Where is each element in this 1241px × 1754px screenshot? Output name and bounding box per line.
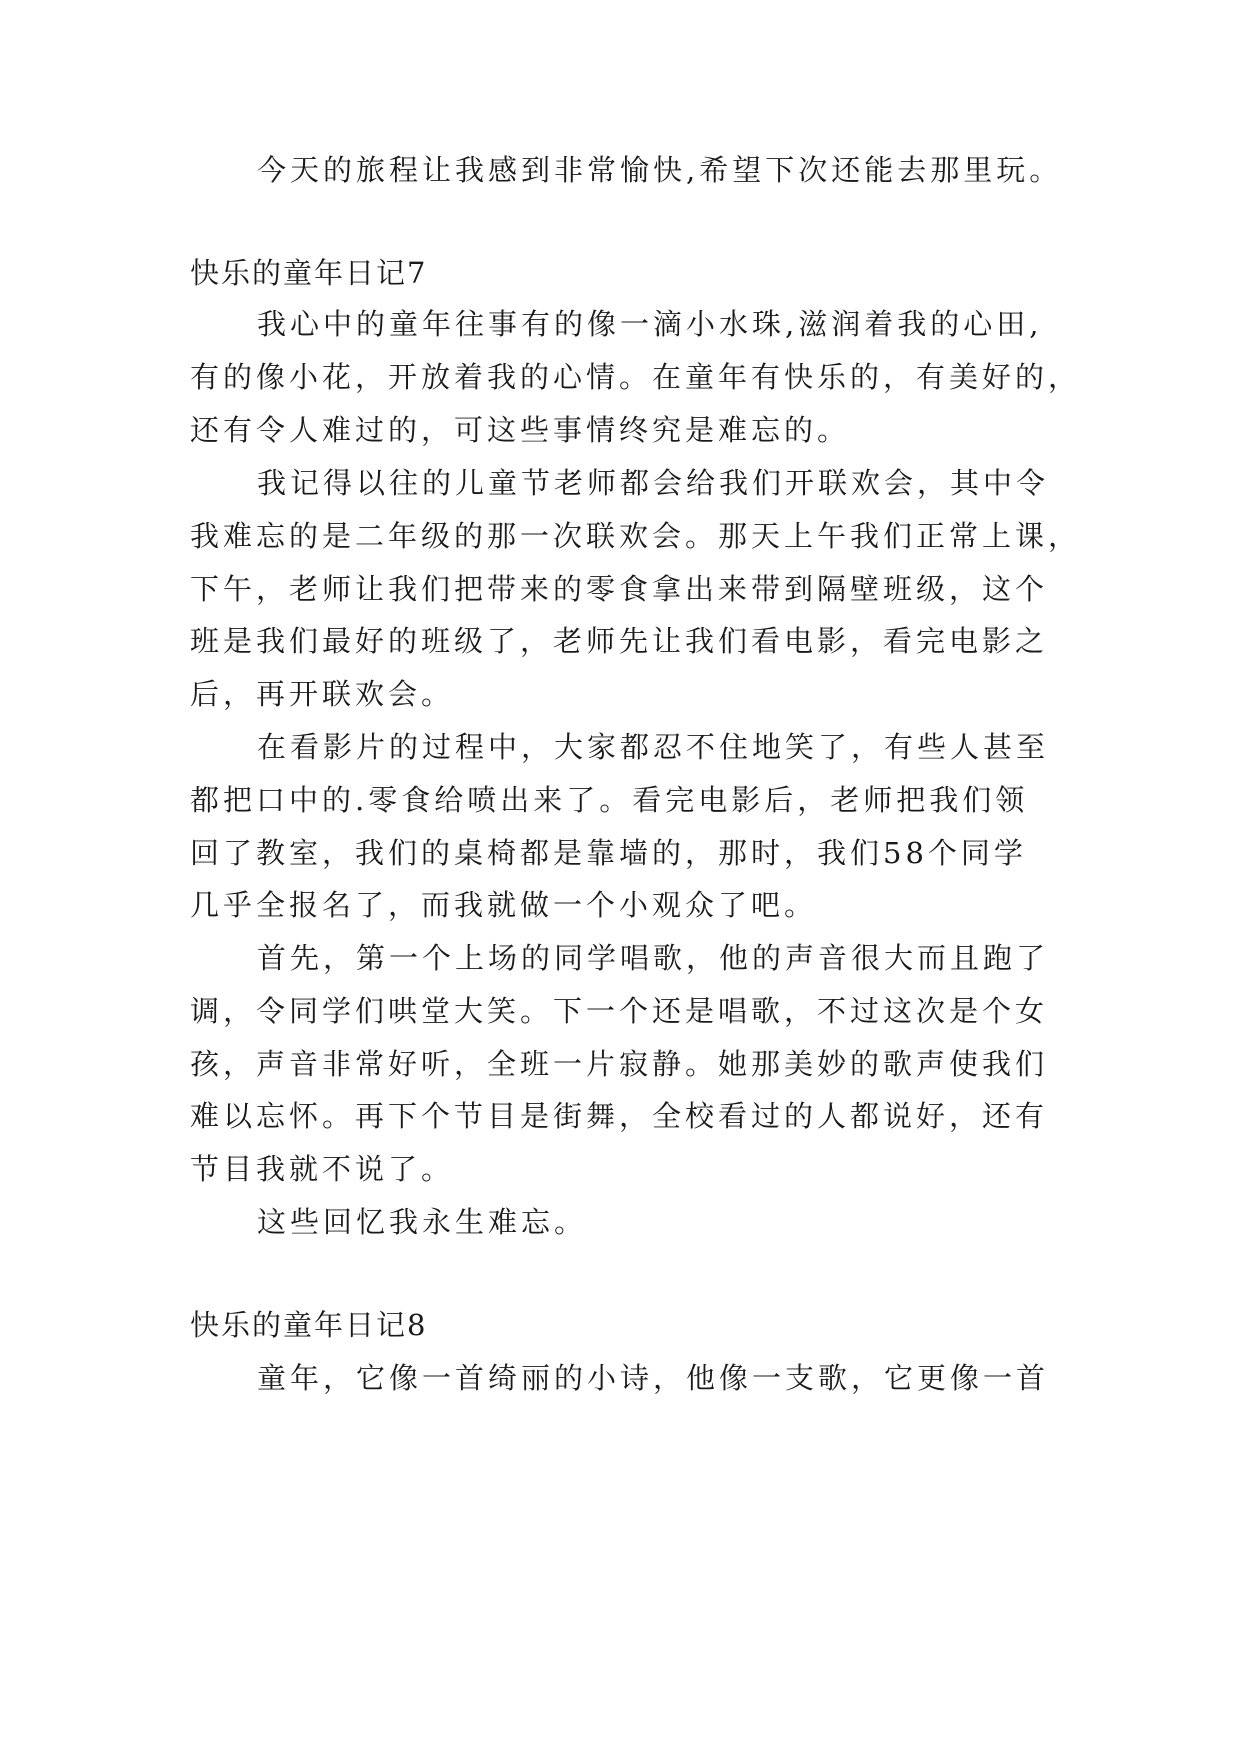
text-line: 童年，它像一首绮丽的小诗，他像一支歌，它更像一首 <box>257 1361 1050 1395</box>
text-line: 班是我们最好的班级了，老师先让我们看电影，看完电影之 <box>190 624 1049 658</box>
text-line: 今天的旅程让我感到非常愉快,希望下次还能去那里玩。 <box>257 153 1063 187</box>
text-line: 在看影片的过程中，大家都忍不住地笑了，有些人甚至 <box>257 730 1050 764</box>
section-heading: 快乐的童年日记8 <box>190 1308 428 1342</box>
text-line: 下午，老师让我们把带来的零食拿出来带到隔壁班级，这个 <box>190 572 1049 606</box>
text-line: 有的像小花，开放着我的心情。在童年有快乐的，有美好的， <box>190 360 1082 394</box>
text-line: 调，令同学们哄堂大笑。下一个还是唱歌，不过这次是个女 <box>190 994 1049 1028</box>
text-line: 几乎全报名了，而我就做一个小观众了吧。 <box>190 888 818 922</box>
text-line: 难以忘怀。再下个节目是街舞，全校看过的人都说好，还有 <box>190 1099 1049 1133</box>
text-line: 我心中的童年往事有的像一滴小水珠,滋润着我的心田, <box>257 307 1043 341</box>
text-line: 首先，第一个上场的同学唱歌，他的声音很大而且跑了 <box>257 941 1050 975</box>
text-line: 都把口中的.零食给喷出来了。看完电影后，老师把我们领 <box>190 783 1029 817</box>
text-line: 回了教室，我们的桌椅都是靠墙的，那时，我们58个同学 <box>190 836 1027 870</box>
text-line: 这些回忆我永生难忘。 <box>257 1205 588 1239</box>
text-line: 我难忘的是二年级的那一次联欢会。那天上午我们正常上课， <box>190 519 1082 553</box>
text-line: 我记得以往的儿童节老师都会给我们开联欢会，其中令 <box>257 466 1050 500</box>
text-line: 节目我就不说了。 <box>190 1152 455 1186</box>
section-heading: 快乐的童年日记7 <box>190 256 428 290</box>
text-line: 后，再开联欢会。 <box>190 677 455 711</box>
text-line: 还有令人难过的，可这些事情终究是难忘的。 <box>190 413 851 447</box>
text-line: 孩，声音非常好听，全班一片寂静。她那美妙的歌声使我们 <box>190 1047 1049 1081</box>
